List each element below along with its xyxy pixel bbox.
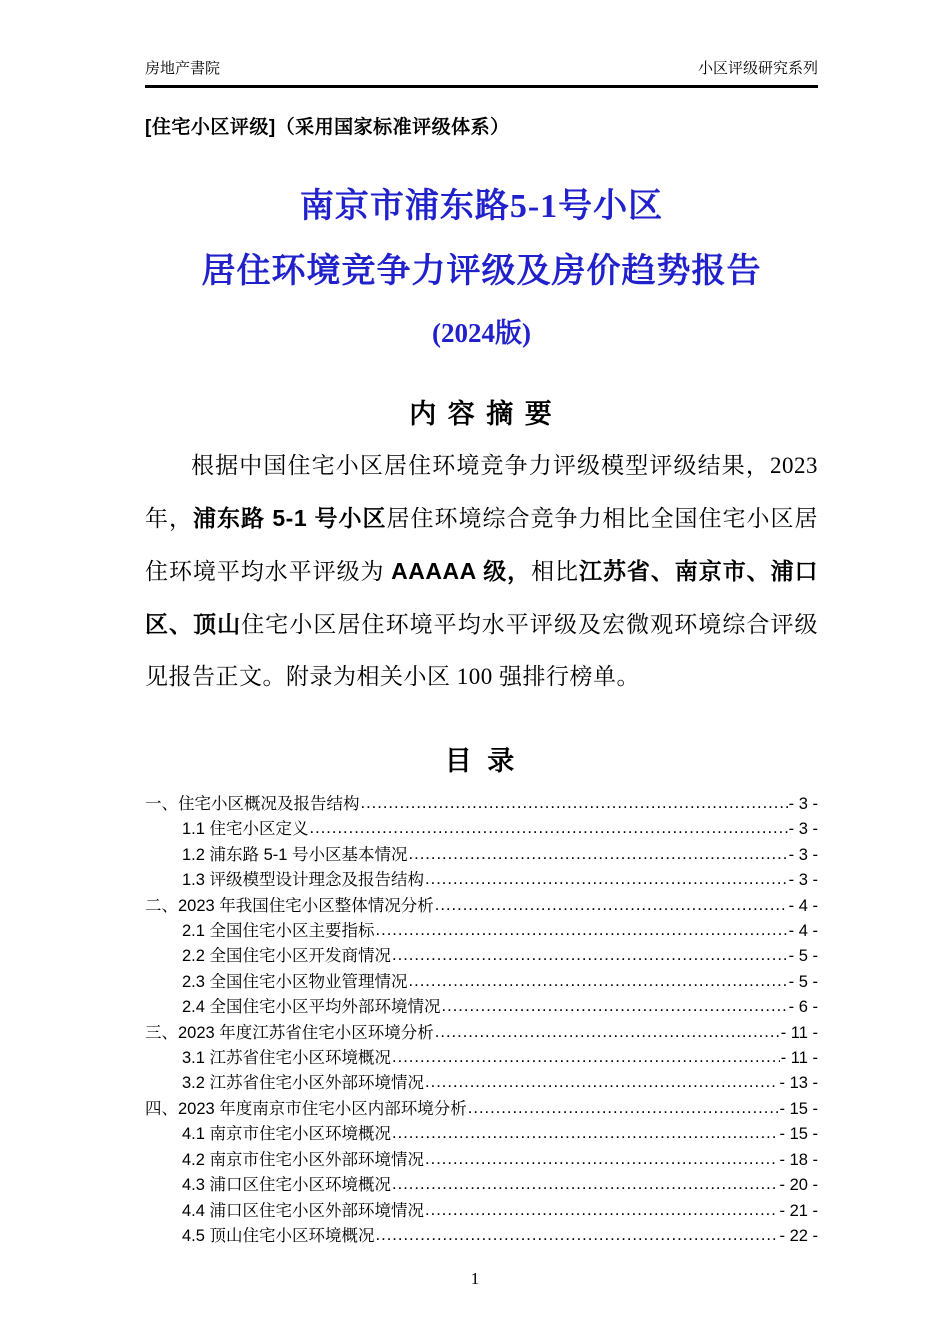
abstract-heading: 内 容 摘 要	[409, 399, 554, 429]
abstract-segment: 浦东路 5-1 号小区	[193, 505, 387, 531]
toc-item-page: - 18 -	[779, 1150, 818, 1169]
report-edition: (2024版)	[432, 318, 531, 348]
toc-item-label: 3.1 江苏省住宅小区环境概况	[182, 1049, 392, 1068]
toc-item	[145, 995, 818, 1020]
report-title-block	[145, 189, 818, 348]
toc-item-label: 4.4 浦口区住宅小区外部环境情况	[182, 1201, 425, 1220]
toc-item-page: - 22 -	[779, 1226, 818, 1245]
toc-item-page: - 11 -	[780, 1023, 818, 1042]
toc-item	[145, 1071, 818, 1096]
toc-item-label: 1.1 住宅小区定义	[182, 820, 309, 839]
toc-item-label: 2.3 全国住宅小区物业管理情况	[182, 972, 408, 991]
toc-item-page: - 3 -	[788, 820, 818, 839]
toc-dotted-leader	[392, 1121, 778, 1146]
abstract-segment: 居住环境综合竞争力相比全国住宅小区居住环境平均水平评级为	[145, 506, 818, 584]
toc-item	[145, 1148, 818, 1173]
toc-item-label: 四、2023 年度南京市住宅小区内部环境分析	[145, 1099, 467, 1118]
toc-item-label: 4.2 南京市住宅小区外部环境情况	[182, 1150, 425, 1169]
toc-item	[145, 1173, 818, 1198]
toc-item-label: 一、住宅小区概况及报告结构	[145, 795, 360, 813]
toc-item-page: - 20 -	[779, 1176, 818, 1195]
toc-item-page: - 4 -	[788, 922, 818, 941]
toc-dotted-leader	[425, 1070, 778, 1095]
toc-item	[145, 1224, 818, 1249]
toc-item-label: 4.1 南京市住宅小区环境概况	[182, 1125, 392, 1144]
toc-dotted-leader	[425, 1147, 778, 1172]
toc-item-page: - 6 -	[788, 998, 818, 1017]
toc-dotted-leader	[310, 816, 788, 841]
toc-dotted-leader	[425, 867, 788, 892]
toc-list	[145, 792, 818, 1249]
toc-item-label: 4.5 顶山住宅小区环境概况	[182, 1226, 375, 1245]
page-number: 1	[470, 1269, 480, 1288]
abstract-segment: AAAAA 级，	[391, 558, 532, 584]
report-title-line1: 南京市浦东路5-1号小区	[299, 188, 664, 225]
toc-item	[145, 944, 818, 969]
toc-dotted-leader	[409, 842, 788, 867]
toc-dotted-leader	[435, 893, 788, 918]
header-right-text: 小区评级研究系列	[697, 60, 818, 77]
toc-dotted-leader	[376, 1223, 779, 1248]
rating-system-note: [住宅小区评级]（采用国家标准评级体系）	[145, 117, 510, 138]
toc-item-page: - 3 -	[788, 871, 818, 890]
toc-dotted-leader	[468, 1096, 779, 1121]
toc-item	[145, 1021, 818, 1046]
toc-dotted-leader	[409, 969, 788, 994]
toc-item-page: - 5 -	[788, 972, 818, 991]
toc-item-page: - 3 -	[788, 845, 818, 864]
toc-item-page: - 15 -	[779, 1125, 818, 1144]
toc-item-label: 三、2023 年度江苏省住宅小区环境分析	[145, 1023, 434, 1042]
toc-item-page: - 15 -	[779, 1099, 818, 1118]
report-title-line2: 居住环境竞争力评级及房价趋势报告	[201, 253, 762, 290]
abstract-segment: 根据中国住宅小区居住环境竞争力评级模型评级结果，2023 年，	[145, 453, 818, 531]
toc-item	[145, 843, 818, 868]
abstract-paragraph	[145, 440, 818, 703]
toc-item-page: - 13 -	[779, 1074, 818, 1093]
toc-item	[145, 817, 818, 842]
toc-heading: 目 录	[444, 746, 519, 776]
toc-dotted-leader	[361, 791, 788, 816]
toc-item-label: 4.3 浦口区住宅小区环境概况	[182, 1176, 392, 1195]
toc-dotted-leader	[392, 1172, 778, 1197]
toc-item-label: 二、2023 年我国住宅小区整体情况分析	[145, 896, 434, 915]
toc-item-page: - 5 -	[788, 947, 818, 966]
abstract-segment: 江苏省、南京市、浦口区、顶山	[145, 558, 819, 637]
toc-dotted-leader	[392, 1045, 780, 1070]
toc-dotted-leader	[435, 1020, 780, 1045]
toc-dotted-leader	[425, 1198, 778, 1223]
toc-item	[145, 894, 818, 919]
toc-item	[145, 868, 818, 893]
toc-item-page: - 21 -	[779, 1201, 818, 1220]
toc-item-label: 2.1 全国住宅小区主要指标	[182, 922, 375, 941]
toc-item	[145, 919, 818, 944]
toc-item	[145, 1122, 818, 1147]
toc-item-label: 3.2 江苏省住宅小区外部环境情况	[182, 1074, 425, 1093]
toc-dotted-leader	[392, 943, 788, 968]
toc-item	[145, 1046, 818, 1071]
toc-item-page: - 11 -	[780, 1049, 818, 1068]
toc-dotted-leader	[376, 918, 788, 943]
toc-dotted-leader	[442, 994, 788, 1019]
toc-item-page: - 4 -	[788, 896, 818, 915]
toc-item	[145, 970, 818, 995]
page-header	[145, 57, 818, 88]
toc-item	[145, 1097, 818, 1122]
toc-item	[145, 1199, 818, 1224]
abstract-segment: 住宅小区居住环境平均水平评级及宏微观环境综合评级见报告正文。附录为相关小区 100 强排行榜单。	[145, 612, 819, 689]
toc-item-page: - 3 -	[788, 795, 818, 813]
header-left-text: 房地产書院	[145, 60, 221, 77]
toc-item-label: 1.2 浦东路 5-1 号小区基本情况	[182, 845, 408, 864]
toc-item-label: 1.3 评级模型设计理念及报告结构	[182, 871, 425, 890]
abstract-segment: 相比	[531, 559, 580, 584]
toc-item	[145, 792, 818, 817]
toc-item-label: 2.2 全国住宅小区开发商情况	[182, 947, 392, 966]
toc-item-label: 2.4 全国住宅小区平均外部环境情况	[182, 998, 441, 1017]
